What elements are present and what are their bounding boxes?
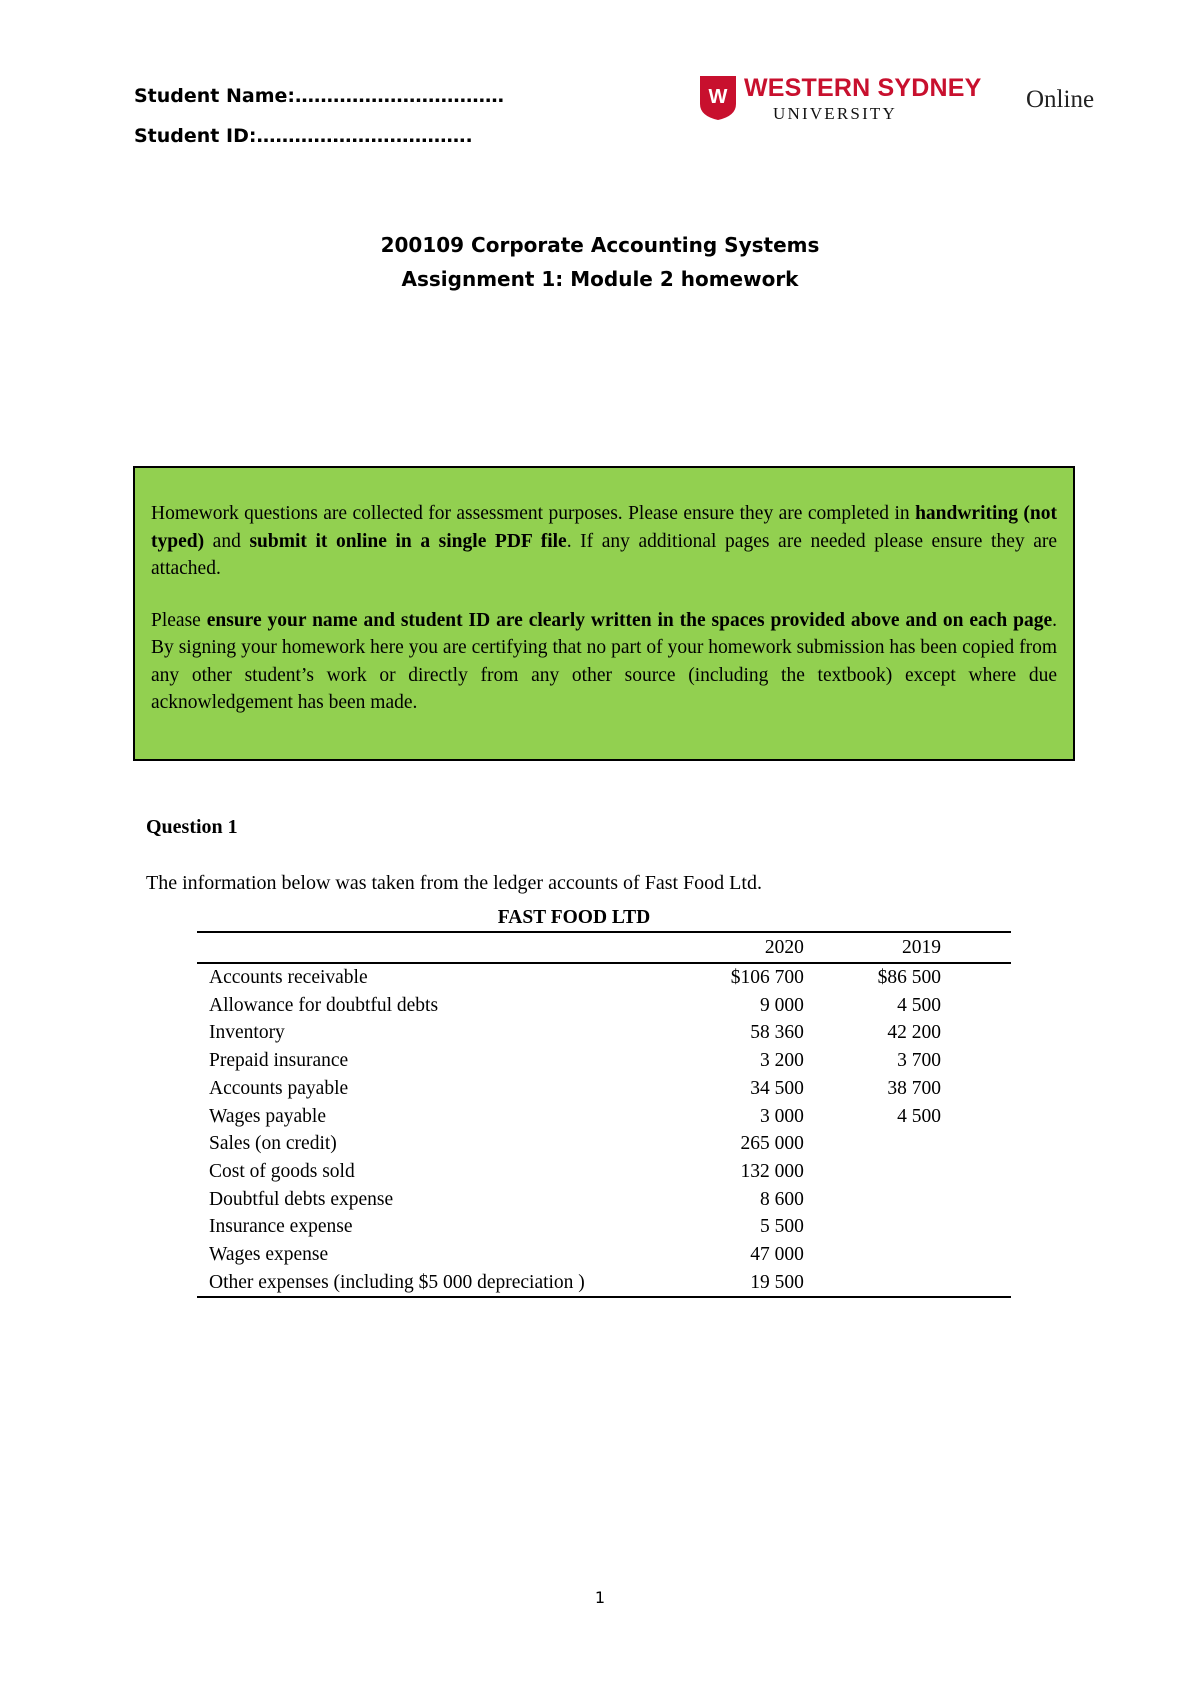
ledger-row bbox=[197, 1075, 1011, 1103]
ledger-row bbox=[197, 1019, 1011, 1047]
logo-name-line2: UNIVERSITY bbox=[773, 104, 897, 123]
ledger-row bbox=[197, 1103, 1011, 1131]
ledger-row-value-2019: 38 700 bbox=[887, 1077, 941, 1099]
notice-text: . By signing your homework here you are certifying that no part of your homework submission has been copied from any other student’s work or directly from any other source (including the textbook) except where due acknowledgement has been made. bbox=[151, 609, 1057, 713]
ledger-row-value-2019 bbox=[804, 1186, 941, 1214]
ledger-row-label: Insurance expense bbox=[209, 1216, 353, 1238]
ledger-row-value-2020: $106 700 bbox=[730, 967, 804, 988]
ledger-row-label: Allowance for doubtful debts bbox=[209, 994, 439, 1016]
ledger-row bbox=[197, 1047, 1011, 1075]
ledger-row-label: Inventory bbox=[209, 1022, 285, 1044]
ledger-row-pad bbox=[941, 1269, 1011, 1298]
ledger-row-value-2020: 8 600 bbox=[759, 1188, 804, 1210]
ledger-row-pad bbox=[941, 1103, 1011, 1131]
ledger-row-value-2019: $86 500 bbox=[877, 967, 941, 988]
ledger-header-pad bbox=[941, 932, 1011, 963]
ledger-row-value-2020: 47 000 bbox=[750, 1244, 804, 1266]
student-name-field: Student Name:…………………………… bbox=[134, 85, 505, 107]
ledger-row bbox=[197, 992, 1011, 1020]
ledger-row-label: Other expenses (including $5 000 depreciation ) bbox=[197, 1269, 676, 1298]
ledger-row bbox=[197, 963, 1011, 992]
ledger-title: FAST FOOD LTD bbox=[497, 907, 651, 928]
ledger-row-value-2019 bbox=[804, 1158, 941, 1186]
ledger-row bbox=[197, 1241, 1011, 1269]
ledger-row-value-2019: 4 500 bbox=[897, 994, 941, 1016]
ledger-row-label: Accounts receivable bbox=[209, 967, 368, 988]
ledger-row-value-2019 bbox=[804, 1241, 941, 1269]
document-titles bbox=[0, 228, 1200, 296]
logo-name-line1: WESTERN SYDNEY bbox=[744, 74, 982, 102]
ledger-row-value-2020: 132 000 bbox=[740, 1160, 804, 1182]
ledger-row-pad bbox=[941, 1213, 1011, 1241]
ledger-row-label: Accounts payable bbox=[209, 1077, 349, 1099]
ledger-row-value-2020: 58 360 bbox=[750, 1022, 804, 1044]
ledger-row-label: Wages expense bbox=[209, 1244, 329, 1266]
ledger-row-value-2020: 34 500 bbox=[750, 1077, 804, 1099]
course-title: 200109 Corporate Accounting Systems bbox=[380, 233, 820, 257]
logo-online-suffix: Online bbox=[1026, 86, 1095, 113]
notice-emphasis: submit it online in a single PDF file bbox=[249, 530, 567, 552]
student-id-field: Student ID:……………………………. bbox=[134, 125, 473, 147]
page-number: 1 bbox=[594, 1588, 606, 1607]
ledger-row bbox=[197, 1130, 1011, 1158]
notice-text: . If any additional pages are needed please ensure they are attached. bbox=[151, 530, 1058, 579]
ledger-row-pad bbox=[941, 1075, 1011, 1103]
ledger-row-value-2020: 9 000 bbox=[759, 994, 804, 1016]
ledger-row-value-2020: 265 000 bbox=[740, 1133, 804, 1155]
ledger-row-label: Cost of goods sold bbox=[209, 1160, 355, 1182]
ledger-row-pad bbox=[941, 1241, 1011, 1269]
ledger-row-pad bbox=[941, 1019, 1011, 1047]
notice-text: Please bbox=[151, 609, 207, 631]
ledger-row-value-2020: 3 000 bbox=[759, 1105, 804, 1127]
student-details bbox=[134, 76, 504, 156]
ledger-row-value-2019 bbox=[804, 1130, 941, 1158]
ledger-row-label: Doubtful debts expense bbox=[209, 1188, 394, 1210]
ledger-row bbox=[197, 1186, 1011, 1214]
ledger-row-value-2019: 42 200 bbox=[887, 1022, 941, 1044]
ledger-header-row bbox=[197, 932, 1011, 963]
ledger-header-2019: 2019 bbox=[901, 936, 941, 958]
ledger-row-label: Sales (on credit) bbox=[209, 1133, 337, 1155]
notice-paragraph-2 bbox=[151, 607, 1057, 717]
ledger-row-value-2019 bbox=[804, 1213, 941, 1241]
question-heading: Question 1 bbox=[146, 816, 238, 838]
submission-notice-box bbox=[133, 466, 1075, 761]
question-intro: The information below was taken from the ledger accounts of Fast Food Ltd. bbox=[146, 872, 762, 894]
ledger-row bbox=[197, 1269, 1011, 1298]
ledger-section bbox=[197, 905, 1011, 1298]
shield-letter: W bbox=[708, 86, 728, 108]
ledger-row bbox=[197, 1158, 1011, 1186]
notice-emphasis: ensure your name and student ID are clearly written in the spaces provided above and on each page bbox=[206, 609, 1053, 631]
assignment-title: Assignment 1: Module 2 homework bbox=[401, 267, 799, 291]
ledger-row-value-2019 bbox=[804, 1269, 941, 1298]
university-shield-icon bbox=[700, 76, 736, 120]
ledger-row-value-2019: 4 500 bbox=[897, 1105, 941, 1127]
ledger-row-value-2020: 5 500 bbox=[759, 1216, 804, 1238]
ledger-header-2020: 2020 bbox=[764, 936, 804, 958]
notice-text: and bbox=[204, 530, 250, 552]
ledger-row-pad bbox=[941, 1130, 1011, 1158]
ledger-table bbox=[197, 931, 1011, 1298]
university-logo bbox=[700, 76, 1120, 132]
notice-text: Homework questions are collected for assessment purposes. Please ensure they are completed in bbox=[151, 503, 916, 524]
ledger-row-value-2020: 19 500 bbox=[676, 1269, 803, 1298]
ledger-row bbox=[197, 1213, 1011, 1241]
ledger-row-pad bbox=[941, 1047, 1011, 1075]
ledger-row-pad bbox=[941, 1186, 1011, 1214]
notice-emphasis: handwriting (not typed) bbox=[151, 503, 1058, 552]
ledger-row-label: Prepaid insurance bbox=[209, 1050, 349, 1072]
ledger-row-value-2019: 3 700 bbox=[897, 1050, 941, 1072]
ledger-row-pad bbox=[941, 1158, 1011, 1186]
notice-paragraph-1 bbox=[151, 500, 1057, 583]
ledger-row-pad bbox=[941, 963, 1011, 992]
ledger-row-value-2020: 3 200 bbox=[759, 1050, 804, 1072]
ledger-row-label: Wages payable bbox=[209, 1105, 326, 1127]
ledger-row-pad bbox=[941, 992, 1011, 1020]
ledger-header-label bbox=[197, 932, 676, 963]
